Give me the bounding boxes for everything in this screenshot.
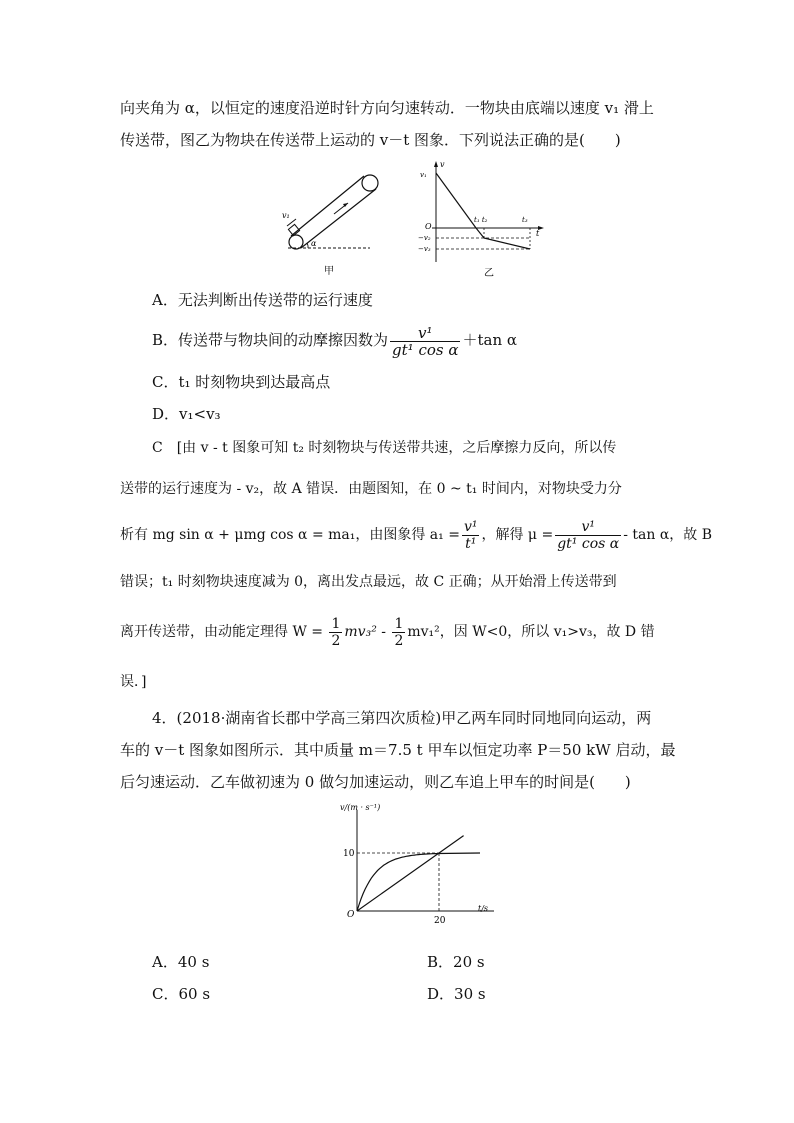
chart-origin: O	[347, 910, 355, 920]
fig-yi-t3: t₃	[522, 216, 528, 224]
analysis-line1: C [由 v - t 图象可知 t₂ 时刻物块与传送带共速，之后摩擦力反向，所以传	[152, 440, 617, 456]
q4-option-d: D．30 s	[427, 985, 486, 1003]
fig-jia-alpha-label: α	[311, 239, 317, 248]
q4-option-a: A．40 s	[152, 953, 210, 971]
fig-yi-t1t2: t₁ t₂	[474, 216, 488, 224]
q4-stem-line3: 后匀速运动．乙车做初速为 0 做匀加速运动，则乙车追上甲车的时间是( )	[120, 773, 631, 791]
analysis-line5: 离开传送带，由动能定理得 W = $\frac{1}{2}$ mv₃² - $\frac{1}{2}$ mv₁²，因 W<0，所以 v₁>v₃，故 D 错	[120, 615, 655, 649]
fig-yi-mv3: −v₃	[418, 245, 431, 253]
fig-yi-mv2: −v₂	[418, 234, 431, 242]
fig-yi-axis-v: v	[440, 160, 445, 169]
analysis-fraction-mu: $\frac{\text{v¹}}{\text{gt¹ cos α}}$	[557, 518, 620, 552]
q3-option-b-fraction: $\frac{\text{v¹}}{\text{gt¹ cos α}}$	[392, 323, 459, 359]
analysis-fraction-a1: $\frac{\text{v¹}}{\text{t¹}}$	[463, 518, 478, 552]
chart-x-tick-label: 20	[434, 916, 446, 926]
q3-option-c: C．t₁ 时刻物块到达最高点	[152, 373, 331, 391]
fig-jia-caption: 甲	[324, 266, 334, 277]
analysis-line3: 析有 mg sin α + μmg cos α = ma₁，由图象得 a₁ = $\frac{\text{v¹}}{\text{t¹}}$ ，解得 μ = $\frac{\text{v¹}}{\text{gt¹ cos α}}$ - tan α，故 B	[120, 518, 713, 552]
chart-x-label: t/s	[478, 904, 489, 913]
analysis-line4: 错误；t₁ 时刻物块速度减为 0，离出发点最远，故 C 正确；从开始滑上传送带到	[120, 574, 617, 590]
q3-option-a: A．无法判断出传送带的运行速度	[152, 291, 373, 309]
fig-jia-v1-label: v₁	[282, 211, 290, 220]
analysis-line2: 送带的运行速度为 - v₂，故 A 错误．由题图知，在 0 ~ t₁ 时间内，对物块受力分	[120, 481, 622, 497]
series-yi-line	[357, 836, 464, 911]
analysis-fraction-half-1: $\frac{1}{2}$	[331, 615, 341, 649]
q3-stem-line1: 向夹角为 α，以恒定的速度沿逆时针方向匀速转动．一物块由底端以速度 v₁ 滑上	[120, 99, 654, 117]
chart-y-tick-label: 10	[343, 849, 355, 859]
fig-yi-v1: v₁	[420, 171, 427, 179]
fig-yi-caption: 乙	[484, 268, 494, 279]
figure-vt-graph-yi	[418, 158, 546, 282]
q3-option-b-suffix: ＋tan α	[462, 331, 518, 349]
q4-vt-chart	[330, 798, 500, 930]
analysis-fraction-half-2: $\frac{1}{2}$	[394, 615, 404, 649]
q3-option-d: D．v₁<v₃	[152, 405, 221, 423]
analysis-line6: 误．]	[120, 674, 147, 690]
series-jia-curve	[357, 853, 480, 911]
fig-yi-axis-t: t	[536, 229, 540, 238]
fig-yi-origin: O	[425, 222, 432, 231]
q3-option-b	[152, 320, 517, 360]
q3-stem-line2: 传送带，图乙为物块在传送带上运动的 v－t 图象．下列说法正确的是( )	[120, 131, 621, 149]
q3-option-b-prefix: B．传送带与物块间的动摩擦因数为	[152, 331, 389, 349]
chart-y-label: v/(m · s⁻¹)	[340, 803, 381, 812]
q4-option-b: B．20 s	[427, 953, 485, 971]
q4-option-c: C．60 s	[152, 985, 211, 1003]
q4-stem-line1: 4．(2018·湖南省长郡中学高三第四次质检)甲乙两车同时同地同向运动，两	[152, 709, 652, 727]
figure-conveyor-belt	[278, 166, 388, 278]
q4-stem-line2: 车的 v－t 图象如图所示．其中质量 m＝7.5 t 甲车以恒定功率 P＝50 kW 启动，最	[120, 741, 676, 759]
